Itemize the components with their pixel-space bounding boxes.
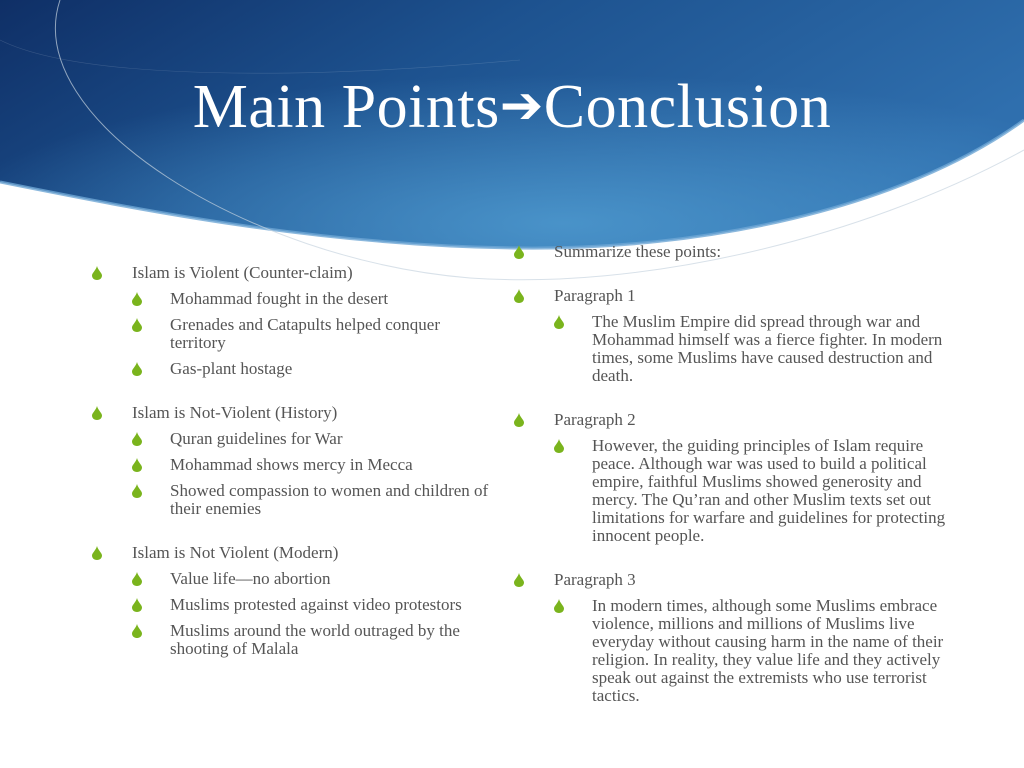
sub-bullet-item: [132, 290, 492, 308]
leaf-bullet-icon: [514, 289, 524, 303]
bullet-item: [514, 571, 969, 705]
sub-bullet-item: [132, 482, 492, 518]
sub-bullet-text: Mohammad fought in the desert: [170, 289, 389, 308]
sub-bullet-item: [132, 622, 492, 658]
sub-bullet-item: [132, 316, 492, 352]
bullet-item: [92, 264, 492, 378]
sub-bullet-list: [132, 570, 492, 658]
sub-bullet-text: Muslims protested against video protestors: [170, 595, 462, 614]
sub-bullet-text: Value life—no abortion: [170, 569, 331, 588]
sub-bullet-text: Showed compassion to women and children of their enemies: [170, 481, 489, 518]
sub-bullet-text: However, the guiding principles of Islam require peace. Although war was used to build a political empire, faithful Muslims showed generosity and mercy. The Qu’ran and other Muslim texts set out limitations for warfare and guidelines for protecting innocent people.: [592, 436, 946, 545]
bullet-text: Islam is Not Violent (Modern): [132, 543, 339, 562]
sub-bullet-item: [554, 313, 969, 385]
sub-bullet-list: [132, 290, 492, 378]
leaf-bullet-icon: [132, 598, 142, 612]
leaf-bullet-icon: [92, 266, 102, 280]
leaf-bullet-icon: [132, 432, 142, 446]
bullet-text: Summarize these points:: [554, 242, 722, 261]
bullet-text: Islam is Violent (Counter-claim): [132, 263, 353, 282]
leaf-bullet-icon: [92, 546, 102, 560]
sub-bullet-item: [132, 360, 492, 378]
sub-bullet-item: [554, 437, 969, 545]
bullet-text: Islam is Not-Violent (History): [132, 403, 338, 422]
bullet-item: [514, 411, 969, 545]
bullet-item: [514, 287, 969, 385]
slide-title: [0, 68, 1024, 145]
leaf-bullet-icon: [132, 458, 142, 472]
leaf-bullet-icon: [554, 439, 564, 453]
leaf-bullet-icon: [132, 484, 142, 498]
leaf-bullet-icon: [92, 406, 102, 420]
bullet-text: Paragraph 1: [554, 286, 636, 305]
title-conclusion: Conclusion: [543, 73, 832, 141]
leaf-bullet-icon: [514, 245, 524, 259]
sub-bullet-item: [554, 597, 969, 705]
bullet-text: Paragraph 3: [554, 570, 636, 589]
leaf-bullet-icon: [514, 413, 524, 427]
sub-bullet-text: In modern times, although some Muslims embrace violence, millions and millions of Muslims live everyday without causing harm in the name of their religion. In reality, they value life and they actively speak out against the extremists who use terrorist tactics.: [592, 596, 944, 705]
sub-bullet-text: Quran guidelines for War: [170, 429, 343, 448]
leaf-bullet-icon: [132, 624, 142, 638]
sub-bullet-text: Muslims around the world outraged by the shooting of Malala: [170, 621, 460, 658]
bullet-item: [92, 404, 492, 518]
sub-bullet-list: [554, 313, 969, 385]
leaf-bullet-icon: [514, 573, 524, 587]
right-column: [514, 243, 969, 713]
sub-bullet-text: Gas-plant hostage: [170, 359, 293, 378]
title-main-points: Main Points: [192, 73, 500, 141]
leaf-bullet-icon: [132, 292, 142, 306]
sub-bullet-item: [132, 430, 492, 448]
leaf-bullet-icon: [132, 362, 142, 376]
sub-bullet-item: [132, 570, 492, 588]
sub-bullet-text: Mohammad shows mercy in Mecca: [170, 455, 413, 474]
sub-bullet-item: [132, 456, 492, 474]
leaf-bullet-icon: [132, 318, 142, 332]
leaf-bullet-icon: [554, 599, 564, 613]
bullet-item: [92, 544, 492, 658]
sub-bullet-item: [132, 596, 492, 614]
leaf-bullet-icon: [132, 572, 142, 586]
sub-bullet-text: Grenades and Catapults helped conquer territory: [170, 315, 441, 352]
arrow-right-icon: ➔: [499, 76, 544, 136]
sub-bullet-list: [554, 597, 969, 705]
sub-bullet-text: The Muslim Empire did spread through war and Mohammad himself was a fierce fighter. In modern times, some Muslims have caused destruction and death.: [592, 312, 943, 385]
sub-bullet-list: [132, 430, 492, 518]
bullet-item: [514, 243, 969, 261]
bullet-text: Paragraph 2: [554, 410, 636, 429]
left-column: [92, 264, 492, 666]
leaf-bullet-icon: [554, 315, 564, 329]
sub-bullet-list: [554, 437, 969, 545]
